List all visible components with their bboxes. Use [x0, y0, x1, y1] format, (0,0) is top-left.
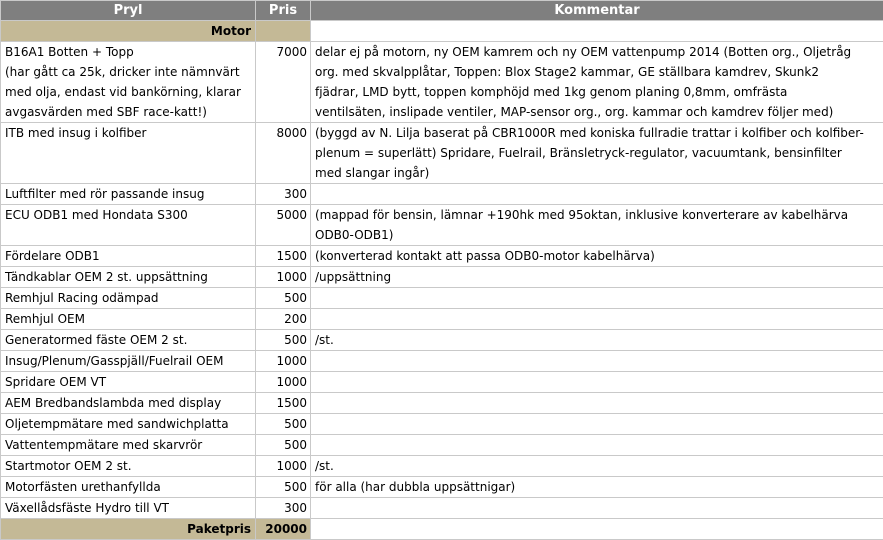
item-cell[interactable]: Startmotor OEM 2 st. — [1, 456, 256, 477]
price-cell[interactable]: 500 — [256, 477, 311, 498]
header-row — [1, 1, 883, 21]
section-price-cell[interactable] — [256, 21, 311, 42]
table-row — [1, 205, 883, 246]
item-cell[interactable]: Vattentempmätare med skarvrör — [1, 435, 256, 456]
table-row — [1, 309, 883, 330]
item-cell[interactable]: Generatormed fäste OEM 2 st. — [1, 330, 256, 351]
table-row — [1, 351, 883, 372]
price-cell[interactable]: 7000 — [256, 42, 311, 123]
comment-cell[interactable] — [311, 393, 883, 414]
total-label[interactable]: Paketpris — [1, 519, 256, 540]
item-cell[interactable]: Oljetempmätare med sandwichplatta — [1, 414, 256, 435]
item-cell[interactable]: Fördelare ODB1 — [1, 246, 256, 267]
item-cell[interactable]: Spridare OEM VT — [1, 372, 256, 393]
section-row — [1, 21, 883, 42]
header-comment[interactable]: Kommentar — [311, 1, 883, 21]
price-cell[interactable]: 1000 — [256, 372, 311, 393]
comment-cell[interactable]: (konverterad kontakt att passa ODB0-motor kabelhärva) — [311, 246, 883, 267]
price-cell[interactable]: 300 — [256, 498, 311, 519]
comment-cell[interactable]: /st. — [311, 456, 883, 477]
item-cell[interactable]: Tändkablar OEM 2 st. uppsättning — [1, 267, 256, 288]
price-cell[interactable]: 1000 — [256, 267, 311, 288]
comment-cell[interactable] — [311, 414, 883, 435]
comment-cell[interactable]: för alla (har dubbla uppsättnigar) — [311, 477, 883, 498]
price-cell[interactable]: 1000 — [256, 351, 311, 372]
comment-cell[interactable]: /uppsättning — [311, 267, 883, 288]
comment-cell[interactable] — [311, 288, 883, 309]
price-cell[interactable]: 1000 — [256, 456, 311, 477]
table-row — [1, 246, 883, 267]
item-cell[interactable]: Motorfästen urethanfyllda — [1, 477, 256, 498]
header-price[interactable]: Pris — [256, 1, 311, 21]
price-cell[interactable]: 500 — [256, 414, 311, 435]
comment-cell[interactable] — [311, 435, 883, 456]
comment-cell[interactable]: /st. — [311, 330, 883, 351]
table-row — [1, 42, 883, 123]
comment-cell[interactable] — [311, 309, 883, 330]
price-cell[interactable]: 5000 — [256, 205, 311, 246]
item-cell[interactable]: ECU ODB1 med Hondata S300 — [1, 205, 256, 246]
price-cell[interactable]: 200 — [256, 309, 311, 330]
item-cell[interactable]: Remhjul OEM — [1, 309, 256, 330]
table-row — [1, 414, 883, 435]
header-item[interactable]: Pryl — [1, 1, 256, 21]
item-cell[interactable]: AEM Bredbandslambda med display — [1, 393, 256, 414]
price-cell[interactable]: 1500 — [256, 246, 311, 267]
comment-cell[interactable]: (byggd av N. Lilja baserat på CBR1000R med koniska fullradie trattar i kolfiber och kolfiber- plenum = superlätt) Spridare, Fuelrail, Bränsletryck-regulator, vacuumtank, bensinfilter med slangar ingår) — [311, 123, 883, 184]
item-cell[interactable]: Luftfilter med rör passande insug — [1, 184, 256, 205]
table-row — [1, 330, 883, 351]
comment-cell[interactable]: delar ej på motorn, ny OEM kamrem och ny OEM vattenpump 2014 (Botten org., Oljetråg org. med skvalpplåtar, Toppen: Blox Stage2 kammar, GE ställbara kamdrev, Skunk2 fjädrar, LMD bytt, toppen komphöjd med 1kg genom planing 0,8mm, omfrästa ventilsäten, inslipade ventiler, MAP-sensor org., org. kammar och kamdrev följer med) — [311, 42, 883, 123]
section-label[interactable]: Motor — [1, 21, 256, 42]
total-comment-cell[interactable] — [311, 519, 883, 540]
price-cell[interactable]: 1500 — [256, 393, 311, 414]
item-cell[interactable]: Remhjul Racing odämpad — [1, 288, 256, 309]
total-price[interactable]: 20000 — [256, 519, 311, 540]
section-comment-cell[interactable] — [311, 21, 883, 42]
price-cell[interactable]: 500 — [256, 330, 311, 351]
total-row — [1, 519, 883, 540]
table-row — [1, 184, 883, 205]
item-cell[interactable]: ITB med insug i kolfiber — [1, 123, 256, 184]
price-cell[interactable]: 500 — [256, 435, 311, 456]
comment-cell[interactable] — [311, 351, 883, 372]
comment-cell[interactable] — [311, 498, 883, 519]
table-row — [1, 267, 883, 288]
table-row — [1, 393, 883, 414]
table-row — [1, 435, 883, 456]
comment-cell[interactable] — [311, 184, 883, 205]
table-row — [1, 288, 883, 309]
comment-cell[interactable] — [311, 372, 883, 393]
table-row — [1, 456, 883, 477]
table-row — [1, 498, 883, 519]
item-cell[interactable]: B16A1 Botten + Topp (har gått ca 25k, dricker inte nämnvärt med olja, endast vid bankörning, klarar avgasvärden med SBF race-katt!) — [1, 42, 256, 123]
price-cell[interactable]: 8000 — [256, 123, 311, 184]
item-cell[interactable]: Insug/Plenum/Gasspjäll/Fuelrail OEM — [1, 351, 256, 372]
price-cell[interactable]: 300 — [256, 184, 311, 205]
item-cell[interactable]: Växellådsfäste Hydro till VT — [1, 498, 256, 519]
price-cell[interactable]: 500 — [256, 288, 311, 309]
comment-cell[interactable]: (mappad för bensin, lämnar +190hk med 95oktan, inklusive konverterare av kabelhärva ODB0-ODB1) — [311, 205, 883, 246]
table-row — [1, 372, 883, 393]
table-row — [1, 123, 883, 184]
table-row — [1, 477, 883, 498]
